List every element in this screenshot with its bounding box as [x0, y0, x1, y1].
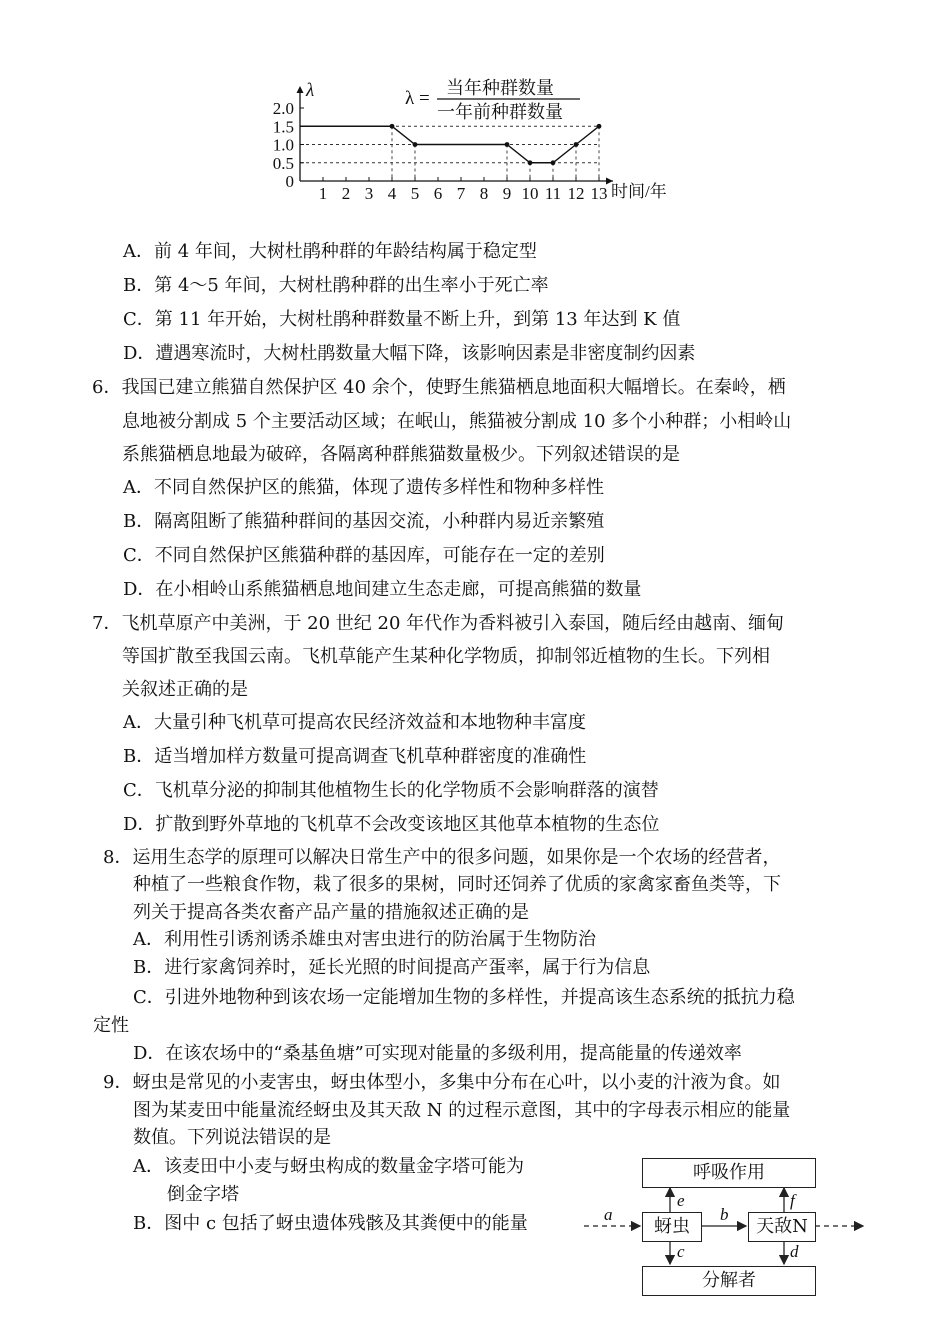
label-c: c: [677, 1242, 685, 1261]
chart-ylabel: λ: [306, 80, 315, 101]
y-tick-label: 2.0: [272, 99, 294, 118]
x-tick-label: 12: [567, 184, 585, 203]
q6-option-a: A．不同自然保护区的熊猫，体现了遗传多样性和物种多样性: [123, 477, 604, 498]
q6-option-b: B．隔离阻断了熊猫种群间的基因交流，小种群内易近亲繁殖: [123, 511, 605, 532]
x-tick-label: 3: [364, 184, 374, 203]
enemy-box: 天敌N: [748, 1212, 816, 1242]
q7-option-d: D．扩散到野外草地的飞机草不会改变该地区其他草本植物的生态位: [123, 814, 660, 835]
lambda-point: [551, 160, 556, 165]
label-a: a: [604, 1205, 613, 1224]
lambda-point: [390, 124, 395, 129]
q9-option-b: B．图中 c 包括了蚜虫遗体残骸及其粪便中的能量: [133, 1213, 528, 1234]
x-tick-label: 8: [479, 184, 489, 203]
label-b: b: [720, 1205, 729, 1224]
q9-stem-2: 图为某麦田中能量流经蚜虫及其天敌 N 的过程示意图，其中的字母表示相应的能量: [133, 1100, 791, 1121]
x-tick-label: 1: [318, 184, 328, 203]
y-tick-label: 1.5: [272, 117, 294, 137]
x-tick-label: 9: [502, 184, 512, 203]
y-tick-label: 0: [285, 172, 294, 191]
q7-option-c: C．飞机草分泌的抑制其他植物生长的化学物质不会影响群落的演替: [123, 780, 659, 801]
x-tick-label: 11: [544, 184, 562, 203]
chart-guides: [300, 126, 599, 181]
q8-option-c: C．引进外地物种到该农场一定能增加生物的多样性，并提高该生态系统的抵抗力稳: [133, 987, 795, 1008]
x-tick-label: 5: [410, 184, 420, 203]
q6-stem-3: 系熊猫栖息地最为破碎，各隔离种群熊猫数量极少。下列叙述错误的是: [122, 444, 680, 465]
q8-stem-3: 列关于提高各类农畜产品产量的措施叙述正确的是: [133, 902, 529, 923]
q8-option-d: D．在该农场中的“桑基鱼塘”可实现对能量的多级利用，提高能量的传递效率: [133, 1043, 742, 1064]
lambda-point: [413, 142, 418, 147]
x-tick-label: 6: [433, 184, 443, 203]
q9-stem-3: 数值。下列说法错误的是: [133, 1127, 331, 1148]
chart-xlabel: 时间/年: [611, 182, 667, 201]
label-d: d: [790, 1242, 799, 1261]
label-e: e: [677, 1191, 685, 1210]
q5-option-c: C．第 11 年开始，大树杜鹃种群数量不断上升，到第 13 年达到 K 值: [123, 309, 681, 330]
chart-axes: [297, 86, 614, 185]
q8-option-a: A．利用性引诱剂诱杀雄虫对害虫进行的防治属于生物防治: [133, 929, 596, 950]
q6-option-d: D．在小相岭山系熊猫栖息地间建立生态走廊，可提高熊猫的数量: [123, 579, 642, 600]
x-tick-label: 4: [387, 184, 397, 203]
energy-flow-diagram: [570, 1150, 940, 1300]
decomposer-box: 分解者: [642, 1266, 816, 1296]
y-tick-label: 0.5: [272, 153, 294, 173]
q9-option-a: A．该麦田中小麦与蚜虫构成的数量金字塔可能为: [133, 1156, 524, 1177]
q7-option-a: A．大量引种飞机草可提高农民经济效益和本地物种丰富度: [123, 712, 586, 733]
q7-option-b: B．适当增加样方数量可提高调查飞机草种群密度的准确性: [123, 746, 587, 767]
y-tick-label: 1.0: [272, 135, 294, 155]
q7-stem-3: 关叙述正确的是: [122, 679, 248, 700]
formula-denominator: 一年前种群数量: [437, 102, 563, 122]
chart-series: [300, 124, 601, 165]
formula-numerator: 当年种群数量: [446, 78, 554, 98]
lambda-point: [597, 124, 602, 129]
lambda-point: [505, 142, 510, 147]
x-tick-label: 2: [341, 184, 351, 203]
q8-option-c-cont: 定性: [93, 1015, 129, 1036]
x-tick-label: 13: [590, 184, 608, 203]
aphid-box: 蚜虫: [642, 1212, 702, 1242]
q9-stem-1: 9．蚜虫是常见的小麦害虫，蚜虫体型小，多集中分布在心叶，以小麦的汁液为食。如: [103, 1072, 781, 1093]
formula-lhs: λ =: [405, 88, 430, 109]
q8-option-b: B．进行家禽饲养时，延长光照的时间提高产蛋率，属于行为信息: [133, 957, 651, 978]
q9-option-a-cont: 倒金字塔: [167, 1184, 239, 1205]
q6-stem-2: 息地被分割成 5 个主要活动区域；在岷山，熊猫被分割成 10 多个小种群；小相岭山: [122, 411, 792, 432]
q5-option-b: B．第 4～5 年间，大树杜鹃种群的出生率小于死亡率: [123, 275, 549, 296]
q5-option-d: D．遭遇寒流时，大树杜鹃数量大幅下降，该影响因素是非密度制约因素: [123, 343, 696, 364]
label-f: f: [790, 1191, 795, 1210]
q5-option-a: A．前 4 年间，大树杜鹃种群的年龄结构属于稳定型: [123, 241, 537, 262]
q7-stem-2: 等国扩散至我国云南。飞机草能产生某种化学物质，抑制邻近植物的生长。下列相: [122, 646, 770, 667]
lambda-point: [528, 160, 533, 165]
respiration-box: 呼吸作用: [642, 1158, 816, 1188]
y-axis-arrow: [297, 86, 304, 93]
q6-stem-1: 6．我国已建立熊猫自然保护区 40 余个，使野生熊猫栖息地面积大幅增长。在秦岭，栖: [92, 377, 786, 398]
x-tick-label: 7: [456, 184, 466, 203]
q8-stem-1: 8．运用生态学的原理可以解决日常生产中的很多问题，如果你是一个农场的经营者，: [103, 847, 781, 868]
q8-stem-2: 种植了一些粮食作物，栽了很多的果树，同时还饲养了优质的家禽家畜鱼类等，下: [133, 874, 781, 895]
x-tick-label: 10: [521, 184, 539, 203]
q7-stem-1: 7．飞机草原产中美洲，于 20 世纪 20 年代作为香料被引入泰国，随后经由越南、缅甸: [92, 613, 785, 634]
lambda-point: [574, 142, 579, 147]
q6-option-c: C．不同自然保护区熊猫种群的基因库，可能存在一定的差别: [123, 545, 605, 566]
